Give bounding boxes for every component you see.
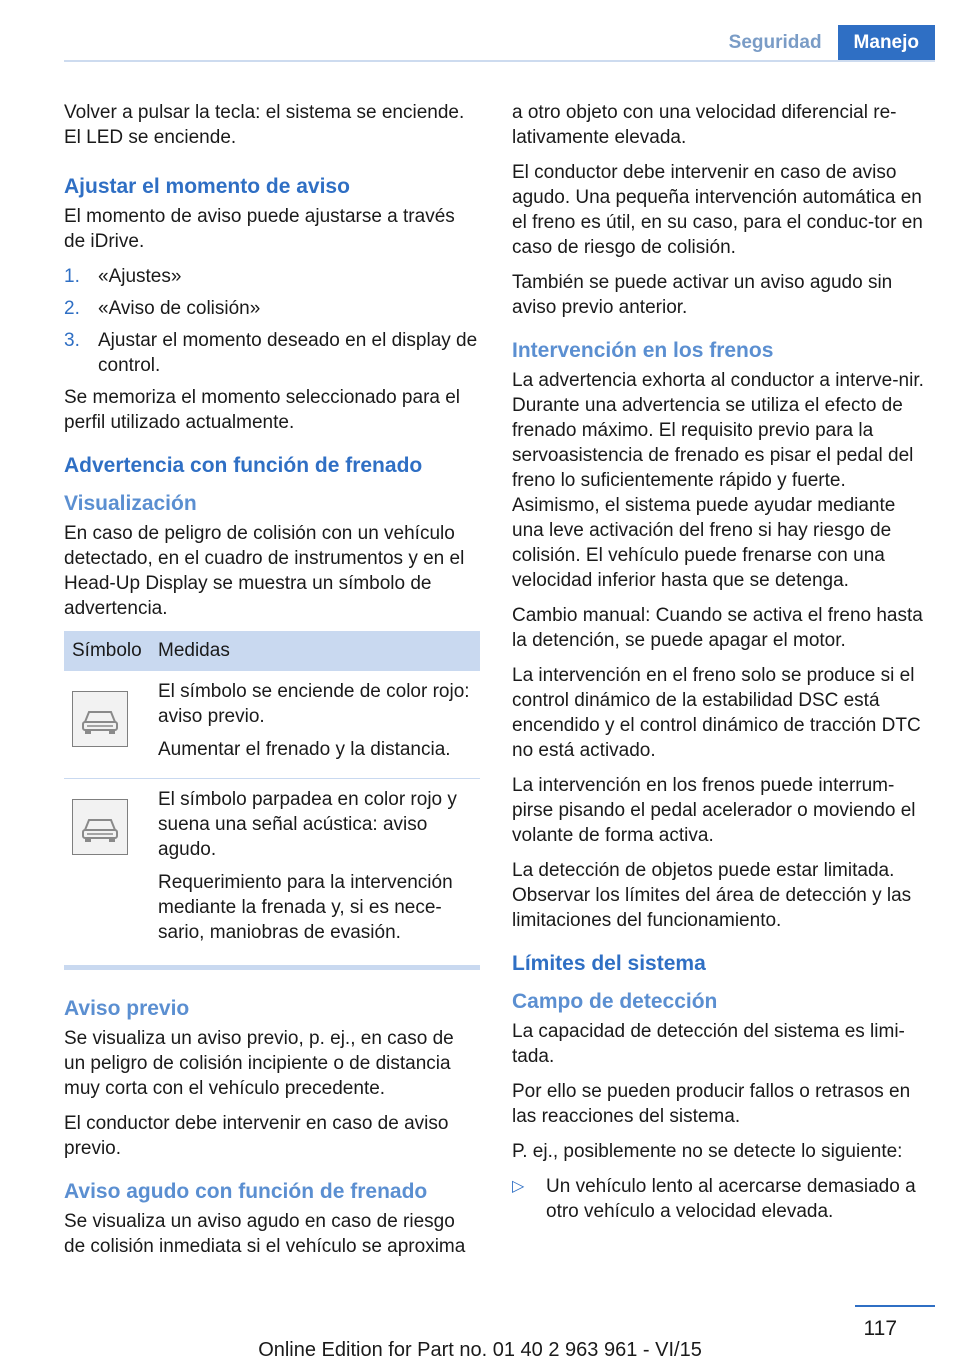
measure-text: El símbolo parpadea en color rojo y suena una señal acústica: aviso agudo.: [158, 789, 457, 860]
measure-text: Requerimiento para la intervención mediante la frenada y, si es nece‐sario, maniobras de evasión.: [158, 872, 453, 943]
driver-paragraph: El conductor debe intervenir en caso de aviso agudo. Una pequeña intervención automática en el freno es útil, en su caso, para el conduc‐tor en caso de riesgo de colisión.: [512, 162, 923, 258]
brake-paragraph: La detección de objetos puede estar limitada. Observar los límites del área de detección y las limitaciones del funcionamiento.: [512, 860, 912, 931]
also-paragraph: También se puede activar un aviso agudo sin aviso previo anterior.: [512, 272, 893, 318]
column-header-measures: Medidas: [150, 631, 480, 671]
field-paragraph: Por ello se pueden producir fallos o retrasos en las reacciones del sistema.: [512, 1081, 911, 1127]
memo-paragraph: Se memoriza el momento seleccionado para el perfil utilizado actualmente.: [64, 387, 461, 433]
heading-detection-field: Campo de detección: [512, 990, 718, 1013]
heading-display: Visualización: [64, 492, 197, 515]
heading-warning-braking: Advertencia con función de frenado: [64, 454, 423, 477]
steps-list: [64, 264, 480, 378]
tab-seguridad[interactable]: Seguridad: [728, 32, 822, 53]
measure-text: El símbolo se enciende de color rojo: aviso previo.: [158, 681, 470, 727]
table-row: [64, 779, 480, 962]
prewarning-paragraph: Se visualiza un aviso previo, p. ej., en caso de un peligro de colisión incipiente o de distancia muy corta con el vehículo precedente.: [64, 1028, 454, 1099]
adjust-paragraph: El momento de aviso puede ajustarse a través de iDrive.: [64, 206, 455, 252]
tab-manejo[interactable]: Manejo: [838, 25, 935, 61]
bullet-text: Un vehículo lento al acercarse demasiado a otro vehículo a velocidad elevada.: [546, 1176, 916, 1222]
display-paragraph: En caso de peligro de colisión con un vehículo detectado, en el cuadro de instrumentos y en el Head-Up Display se muestra un símbolo de advertencia.: [64, 523, 465, 619]
triangle-bullet-icon: ▷: [512, 1178, 525, 1195]
footer-rule: [855, 1305, 935, 1307]
table-header-row: [64, 631, 480, 671]
continued-paragraph: a otro objeto con una velocidad diferencial re‐lativamente elevada.: [512, 102, 897, 148]
brake-paragraph: Cambio manual: Cuando se activa el freno hasta la detención, se puede apagar el motor.: [512, 605, 923, 651]
right-column: [512, 100, 928, 1224]
step-number: 3.: [64, 330, 80, 351]
bullet-list: [512, 1174, 928, 1224]
list-item: [64, 296, 480, 321]
heading-system-limits: Límites del sistema: [512, 952, 706, 975]
step-text: «Ajustes»: [98, 266, 182, 287]
step-text: «Aviso de colisión»: [98, 298, 261, 319]
prewarning-paragraph: El conductor debe intervenir en caso de aviso previo.: [64, 1113, 449, 1159]
table-row: [64, 671, 480, 779]
brake-paragraph: La advertencia exhorta al conductor a interve‐nir. Durante una advertencia se utiliza el efecto de frenado máximo. El requisito previo para la servoasistencia de frenado es pisar el pedal del freno lo suficientemente rápido y fuerte. Asimismo, el sistema puede ayudar mediante una leve activación del freno si hay riesgo de colisión. El vehículo puede frenarse con una velocidad inferior hasta que se detenga.: [512, 370, 924, 591]
heading-prewarning: Aviso previo: [64, 997, 190, 1020]
heading-acute-warning: Aviso agudo con función de frenado: [64, 1180, 428, 1203]
field-paragraph: P. ej., posiblemente no se detecte lo siguiente:: [512, 1141, 903, 1162]
measure-text: Aumentar el frenado y la distancia.: [158, 739, 451, 760]
list-item: [64, 328, 480, 378]
header-tabs: [713, 25, 935, 61]
step-number: 2.: [64, 298, 80, 319]
heading-brake-intervention: Intervención en los frenos: [512, 339, 774, 362]
field-paragraph: La capacidad de detección del sistema es limi‐tada.: [512, 1021, 905, 1067]
list-item: [512, 1174, 928, 1224]
column-header-symbol: Símbolo: [64, 631, 150, 671]
intro-paragraph: Volver a pulsar la tecla: el sistema se enciende. El LED se enciende.: [64, 102, 465, 148]
header-divider: [64, 60, 935, 62]
step-number: 1.: [64, 266, 80, 287]
car-warning-icon: [72, 691, 128, 747]
brake-paragraph: La intervención en los frenos puede interrum‐pirse pisando el pedal acelerador o moviendo el volante de forma activa.: [512, 775, 916, 846]
edition-footer: Online Edition for Part no. 01 40 2 963 961 - VI/15: [258, 1339, 702, 1361]
heading-adjust-warning-time: Ajustar el momento de aviso: [64, 175, 350, 198]
list-item: [64, 264, 480, 289]
car-warning-icon: [72, 799, 128, 855]
brake-paragraph: La intervención en el freno solo se produce si el control dinámico de la estabilidad DSC está encendido y el control dinámico de tracción DTC no está activado.: [512, 665, 921, 761]
page-number: 117: [863, 1317, 897, 1340]
left-column: [64, 100, 480, 1269]
symbol-table: [64, 631, 480, 961]
step-text: Ajustar el momento deseado en el display de control.: [98, 330, 478, 376]
acute-paragraph: Se visualiza un aviso agudo en caso de riesgo de colisión inmediata si el vehículo se aproxima: [64, 1211, 466, 1257]
